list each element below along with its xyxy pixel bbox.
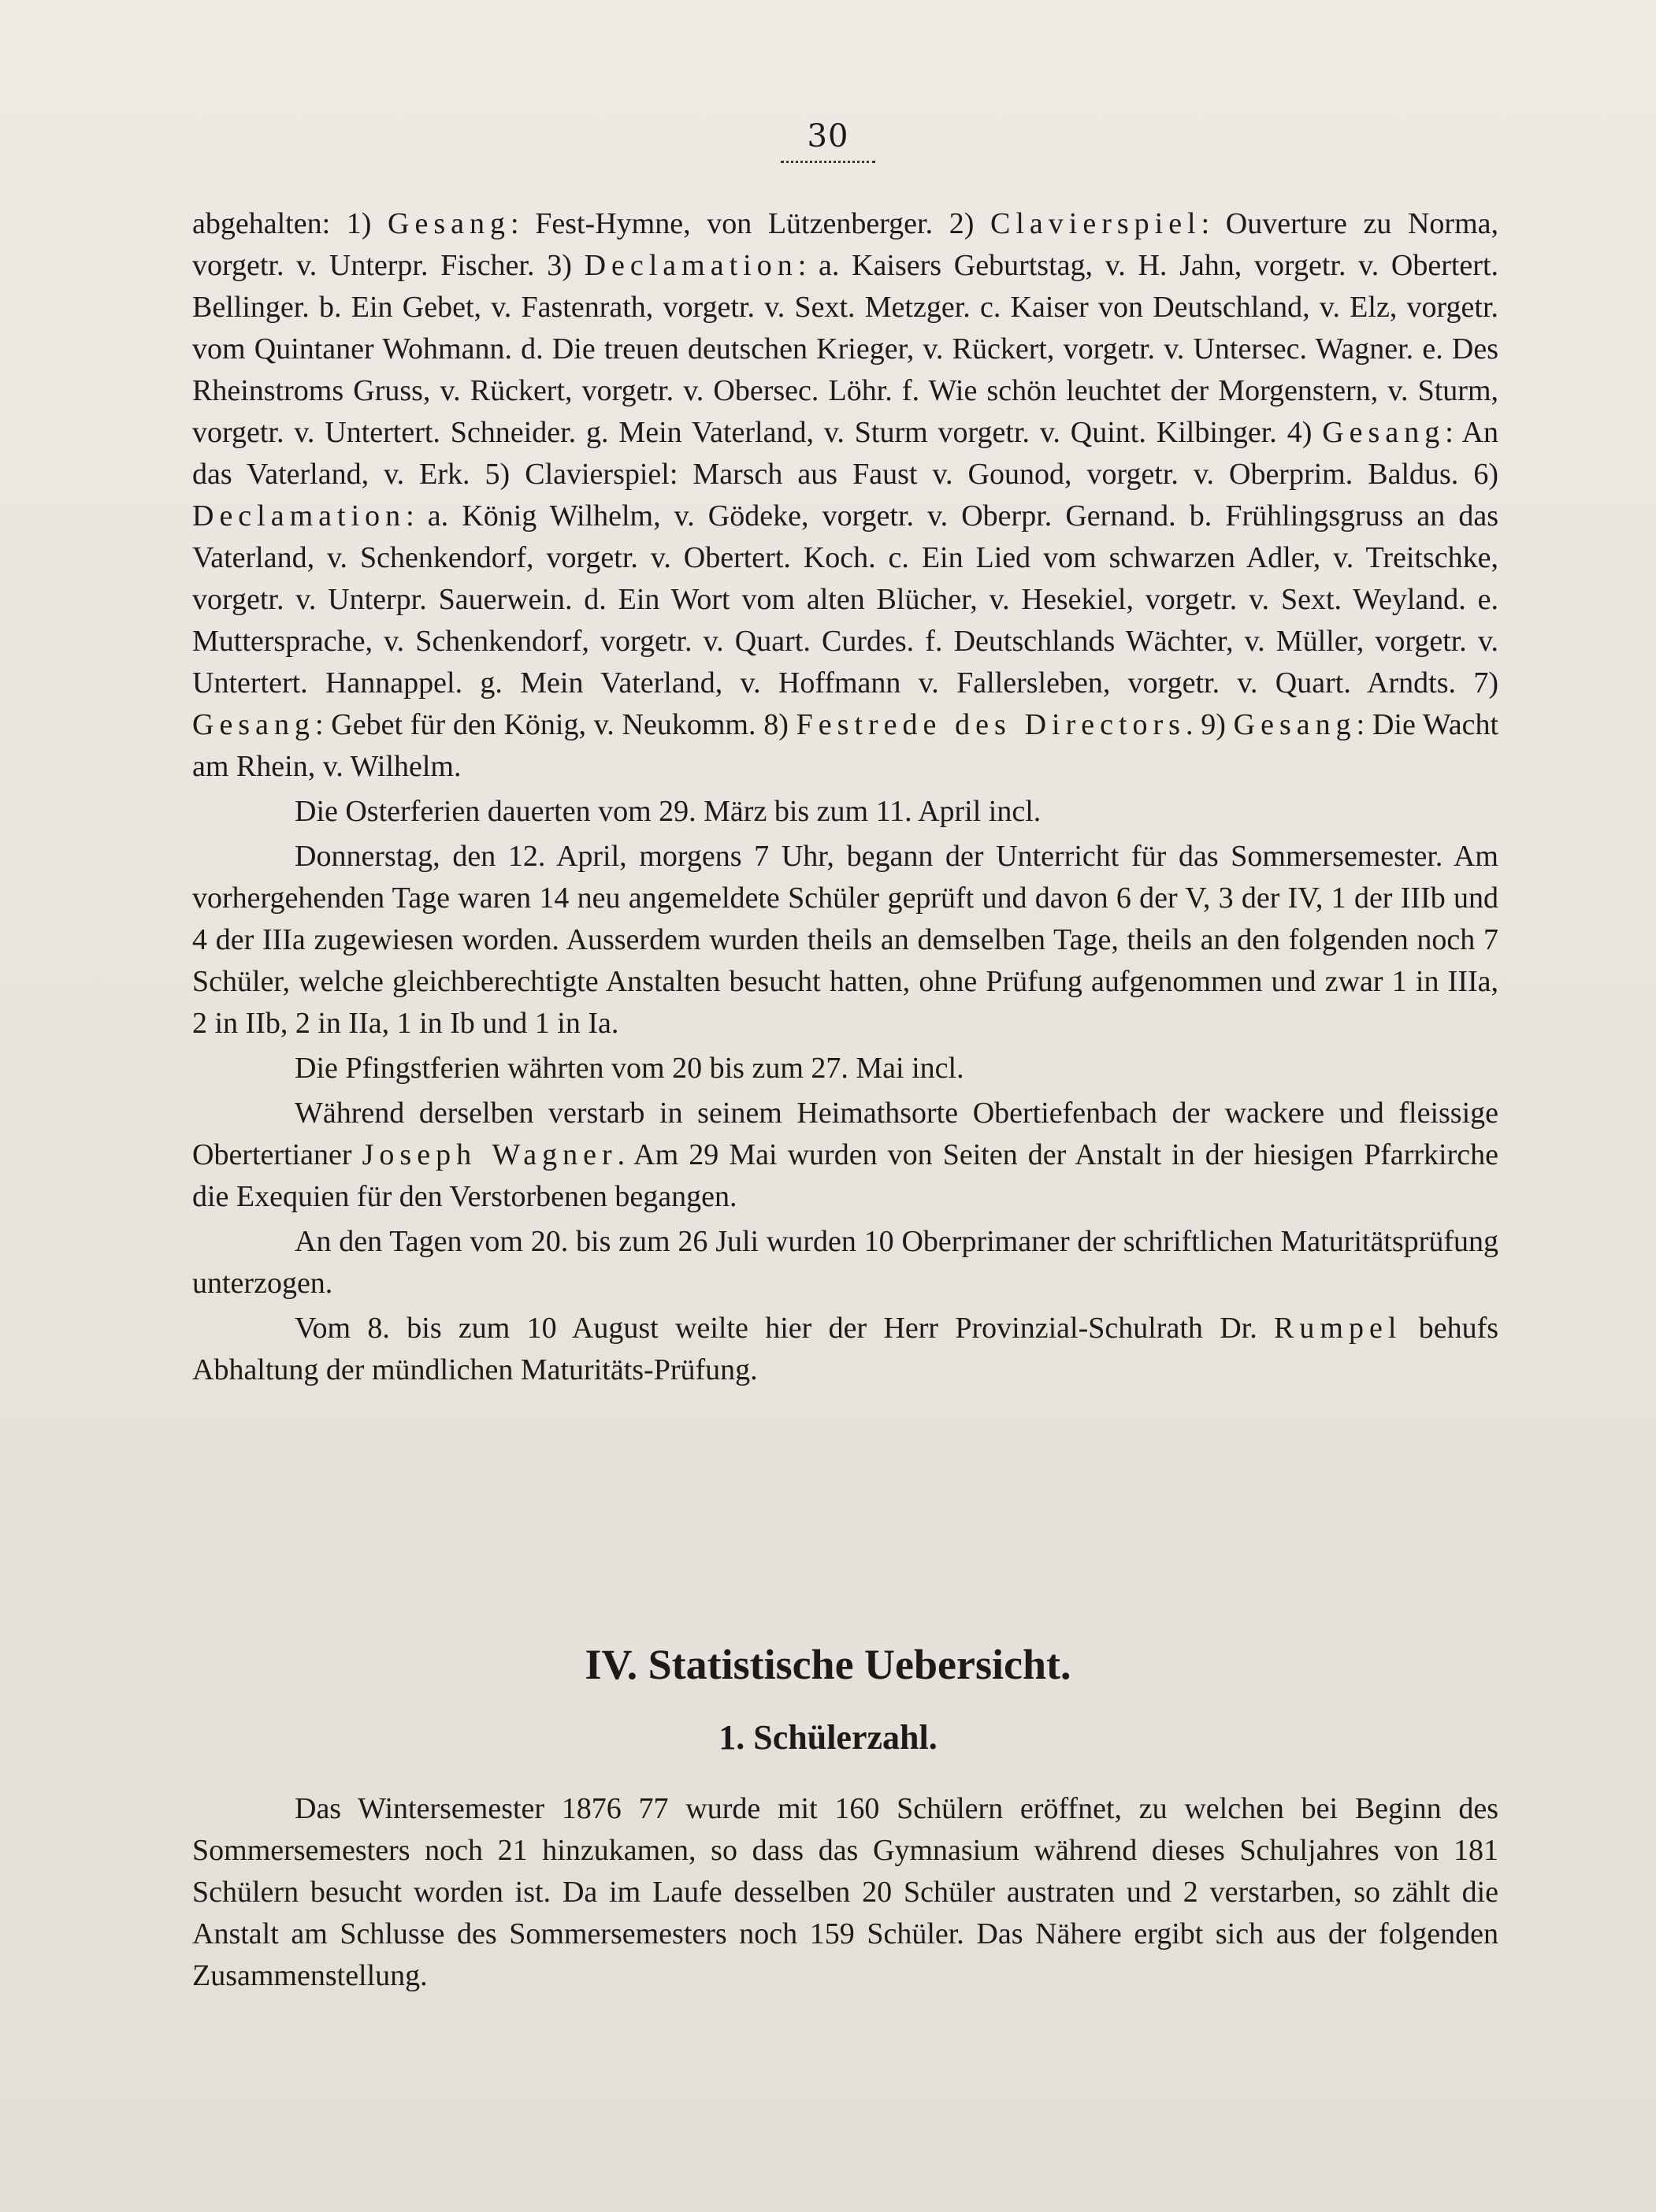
text-run: An den Tagen vom 20. bis zum 26 Juli wurden 10 Oberprimaner der schriftlichen Maturitätsprüfung unterzogen.	[192, 1225, 1498, 1300]
spaced-emphasis-text: Joseph Wagner	[362, 1138, 618, 1171]
spaced-emphasis-text: Gesang	[388, 207, 511, 240]
text-run: behufs Abhaltung der mündlichen Maturitäts-Prüfung.	[192, 1312, 1499, 1386]
spaced-emphasis-text: Festrede des Directors	[796, 708, 1186, 741]
text-run: Vom 8. bis zum 10 August weilte hier der Herr Provinzial-Schulrath Dr.	[295, 1312, 1275, 1345]
body-paragraph	[192, 203, 1498, 788]
text-run: : Ouverture zu Norma, vorgetr. v. Unterpr. Fischer. 3)	[192, 207, 1498, 282]
text-run: . Am 29 Mai wurden von Seiten der Anstalt in der hiesigen Pfarrkirche die Exequien für den Verstorbenen begangen.	[192, 1138, 1498, 1213]
section-heading: IV. Statistische Uebersicht.	[585, 1641, 1071, 1688]
text-run: Die Osterferien dauerten vom 29. März bis zum 11. April incl.	[295, 795, 1041, 828]
text-run: : a. Kaisers Geburtstag, v. H. Jahn, vorgetr. v. Obertert. Bellinger. b. Ein Gebet, v. Fastenrath, vorgetr. v. Sext. Metzger. c. Kaiser von Deutschland, v. Elz, vorgetr. vom Quintaner Wohmann. d. Die treuen deutschen Krieger, v. Rückert, vorgetr. v. Untersec. Wagner. e. Des Rheinstroms Gruss, v. Rückert, vorgetr. v. Obersec. Löhr. f. Wie schön leuchtet der Morgenstern, v. Sturm, vorgetr. v. Untertert. Schneider. g. Mein Vaterland, v. Sturm vorgetr. v. Quint. Kilbinger. 4)	[192, 249, 1499, 449]
subsection-heading: 1. Schülerzahl.	[718, 1718, 938, 1757]
body-text	[192, 203, 1498, 1391]
text-run: . 9)	[1185, 708, 1234, 741]
spaced-emphasis-text: Clavierspiel	[990, 207, 1201, 240]
statistics-paragraph: Das Wintersemester 1876 77 wurde mit 160 Schülern eröffnet, zu welchen bei Beginn des Sommersemesters noch 21 hinzukamen, so dass das Gymnasium während dieses Schuljahres von 181 Schülern besucht worden ist. Da im Laufe desselben 20 Schüler austraten und 2 verstarben, so zählt die Anstalt am Schlusse des Sommersemesters noch 159 Schüler. Das Nähere ergibt sich aus der folgenden Zusammenstellung.	[192, 1792, 1498, 1992]
text-run: Die Pfingstferien währten vom 20 bis zum 27. Mai incl.	[295, 1052, 964, 1085]
spaced-emphasis-text: Rumpel	[1274, 1312, 1402, 1345]
body-paragraph	[192, 836, 1498, 1045]
spaced-emphasis-text: Gesang	[1322, 416, 1446, 449]
text-run: Donnerstag, den 12. April, morgens 7 Uhr, begann der Unterricht für das Sommersemester. Am vorhergehenden Tage waren 14 neu angemeldete Schüler geprüft und davon 6 der V, 3 der IV, 1 der IIIb und 4 der IIIa zugewiesen worden. Ausserdem wurden theils an demselben Tage, theils an den folgenden noch 7 Schüler, welche gleichberechtigte Anstalten besucht hatten, ohne Prüfung aufgenommen und zwar 1 in IIIa, 2 in IIb, 2 in IIa, 1 in Ib und 1 in Ia.	[192, 840, 1498, 1040]
body-paragraph	[192, 1221, 1498, 1305]
page-number	[0, 118, 1656, 163]
spaced-emphasis-text: Gesang	[1233, 708, 1357, 741]
text-run: : An das Vaterland, v. Erk. 5) Clavierspiel: Marsch aus Faust v. Gounod, vorgetr. v. Oberprim. Baldus. 6)	[192, 416, 1498, 491]
text-run: : a. König Wilhelm, v. Gödeke, vorgetr. v. Oberpr. Gernand. b. Frühlingsgruss an das Vaterland, v. Schenkendorf, vorgetr. v. Obertert. Koch. c. Ein Lied vom schwarzen Adler, v. Treitschke, vorgetr. v. Unterpr. Sauerwein. d. Ein Wort vom alten Blücher, v. Hesekiel, vorgetr. v. Sext. Weyland. e. Muttersprache, v. Schenkendorf, vorgetr. v. Quart. Curdes. f. Deutschlands Wächter, v. Müller, vorgetr. v. Untertert. Hannappel. g. Mein Vaterland, v. Hoffmann v. Fallersleben, vorgetr. v. Quart. Arndts. 7)	[192, 499, 1498, 700]
spaced-emphasis-text: Declamation	[192, 499, 407, 533]
text-run: : Fest-Hymne, von Lützenberger. 2)	[511, 207, 990, 240]
statistics-section	[192, 1788, 1498, 1997]
text-run: : Gebet für den König, v. Neukomm. 8)	[314, 708, 796, 741]
body-paragraph	[192, 1093, 1498, 1218]
spaced-emphasis-text: Gesang	[192, 708, 315, 741]
text-run: Während derselben verstarb in seinem Heimathsorte Obertiefenbach der wackere und fleissige Obertertianer	[192, 1097, 1498, 1171]
page-number-text: 30	[807, 118, 849, 154]
text-run: abgehalten: 1)	[192, 207, 388, 240]
body-paragraph	[192, 791, 1498, 833]
body-paragraph	[192, 1048, 1498, 1089]
body-paragraph	[192, 1308, 1498, 1391]
spaced-emphasis-text: Declamation	[584, 249, 798, 282]
page-number-ornament	[781, 156, 875, 163]
text-run: : Die Wacht am Rhein, v. Wilhelm.	[192, 708, 1499, 783]
